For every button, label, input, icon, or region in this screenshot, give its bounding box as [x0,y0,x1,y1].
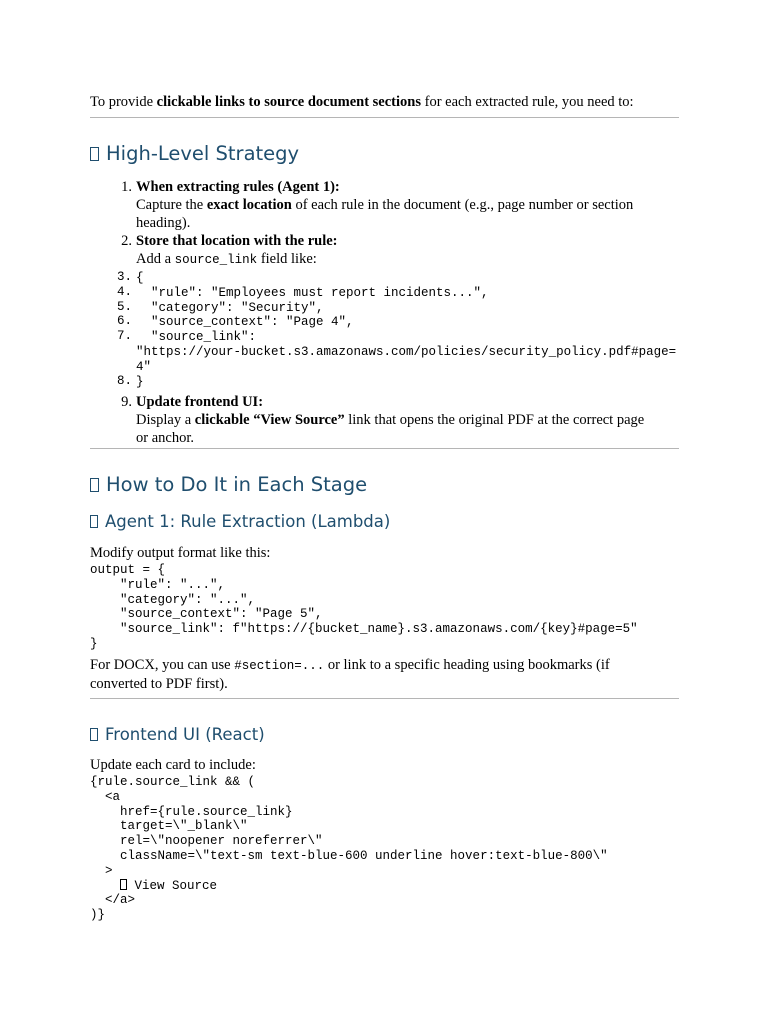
list-item-heading: When extracting rules (Agent 1): [136,179,340,195]
link-glyph-icon [120,879,127,890]
docx-note: For DOCX, you can use #section=... or link to a specific heading using bookmarks (if converted to PDF first). [90,657,610,692]
code-line: 8. } [116,373,144,389]
strategy-list [90,178,679,447]
inline-code: source_link [174,253,258,267]
subheading-frontend: Frontend UI (React) [90,726,265,744]
code-line: 4. "rule": "Employees must report incidents...", [116,284,489,300]
list-item-heading: Store that location with the rule: [136,233,338,249]
inline-code: #section=... [234,659,325,673]
checkbox-glyph-icon [90,515,98,528]
code-line: 4" [136,359,152,374]
checkbox-glyph-icon [90,728,98,741]
divider [90,448,679,449]
divider [90,117,679,118]
checkbox-glyph-icon [90,478,99,492]
frontend-intro: Update each card to include: [90,757,256,773]
list-item: 2. Store that location with the rule: Add a source_link field like: [121,233,338,267]
code-line: 3. { [116,270,144,285]
section-heading-stages: How to Do It in Each Stage [90,476,367,494]
checkbox-glyph-icon [90,147,99,161]
code-line: 7. "source_link": [116,329,257,345]
intro-emphasis: clickable links to source document sections [156,94,421,110]
code-line: "https://your-bucket.s3.amazonaws.com/policies/security_policy.pdf#page= [136,344,677,359]
intro-paragraph: To provide clickable links to source document sections for each extracted rule, you need to: [90,94,634,110]
list-item-heading: Update frontend UI: [136,394,264,411]
divider [90,698,679,699]
agent1-intro: Modify output format like this: [90,545,271,561]
code-block-react: {rule.source_link && ( <a href={rule.source_link} target=\"_blank\" rel=\"noopener noreferrer\" className=\"text-sm text-blue-600 underline hover:text-blue-800\" > View Source </a> )} [90,775,608,923]
code-line: 6. "source_context": "Page 4", [116,314,354,330]
section-heading-strategy: High-Level Strategy [90,145,299,163]
code-block-output: output = { "rule": "...", "category": "...", "source_context": "Page 5", "source_link": f"https://{bucket_name}.s3.amazonaws.com/{key}#page=5" } [90,563,638,651]
subheading-agent1: Agent 1: Rule Extraction (Lambda) [90,513,390,531]
list-item: 1. When extracting rules (Agent 1): Capture the exact location of each rule in the document (e.g., page number or section heading). [121,179,634,231]
code-line: 5. "category": "Security", [116,299,324,315]
list-item: 9. Update frontend UI: Display a clickable “View Source” link that opens the original PDF at the correct page or anchor. [121,394,645,447]
